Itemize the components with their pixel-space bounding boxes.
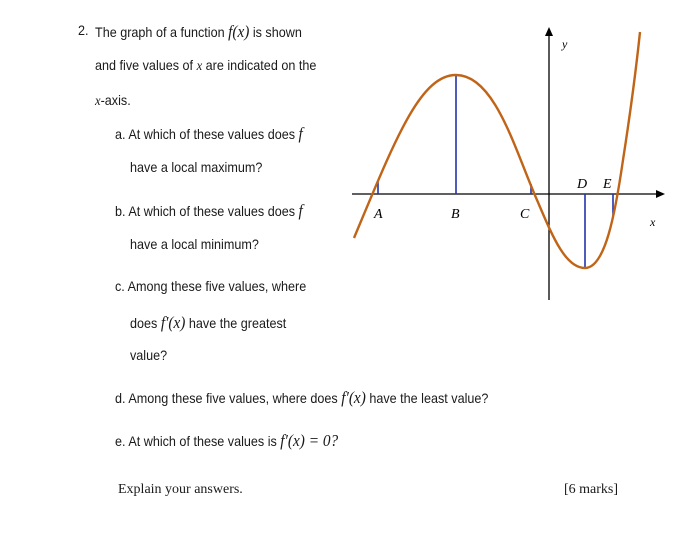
part-a-f: f [298, 124, 303, 143]
part-b-f: f [298, 201, 303, 220]
y-axis-label: y [562, 37, 568, 51]
intro-text-a: The graph of a function [95, 24, 225, 40]
part-b-text: b. At which of these values does [115, 203, 296, 219]
part-a-line2: have a local maximum? [130, 159, 263, 175]
intro-function-fx: f(x) [228, 22, 250, 41]
intro-text-e: -axis. [100, 92, 131, 108]
function-curve [354, 32, 640, 268]
part-b-line2: have a local minimum? [130, 236, 259, 252]
point-label-e: E [603, 177, 612, 192]
part-e-text: e. At which of these values is [115, 433, 277, 449]
intro-text-d: are indicated on the [205, 57, 317, 73]
x-axis-label: x [650, 215, 656, 229]
y-axis-arrow-icon [545, 27, 553, 36]
question-number: 2. [78, 22, 89, 38]
part-d-text-b: have the least value? [369, 390, 489, 406]
part-c-fprime: f′(x) [160, 313, 186, 332]
intro-variable-x2: x [95, 94, 101, 109]
explain-instruction: Explain your answers. [118, 482, 243, 497]
x-axis-arrow-icon [656, 190, 665, 198]
marks-label: [6 marks] [564, 482, 619, 497]
part-c-line1: c. Among these five values, where [115, 278, 307, 294]
intro-variable-x: x [196, 59, 203, 74]
part-d-fprime: f′(x) [341, 388, 366, 407]
part-e-equation: f′(x) = 0? [280, 431, 339, 450]
point-label-d: D [577, 177, 588, 192]
part-c-text-b: have the greatest [188, 315, 287, 331]
part-d-text-a: d. Among these five values, where does [115, 390, 338, 406]
point-label-b: B [451, 207, 460, 222]
intro-text-c: and five values of [95, 57, 194, 73]
part-a-text: a. At which of these values does [115, 126, 296, 142]
point-label-c: C [520, 207, 530, 222]
part-c-text-a: does [130, 315, 158, 331]
point-label-a: A [374, 207, 383, 222]
intro-text-b: is shown [252, 24, 302, 40]
part-c-line3: value? [130, 347, 168, 363]
